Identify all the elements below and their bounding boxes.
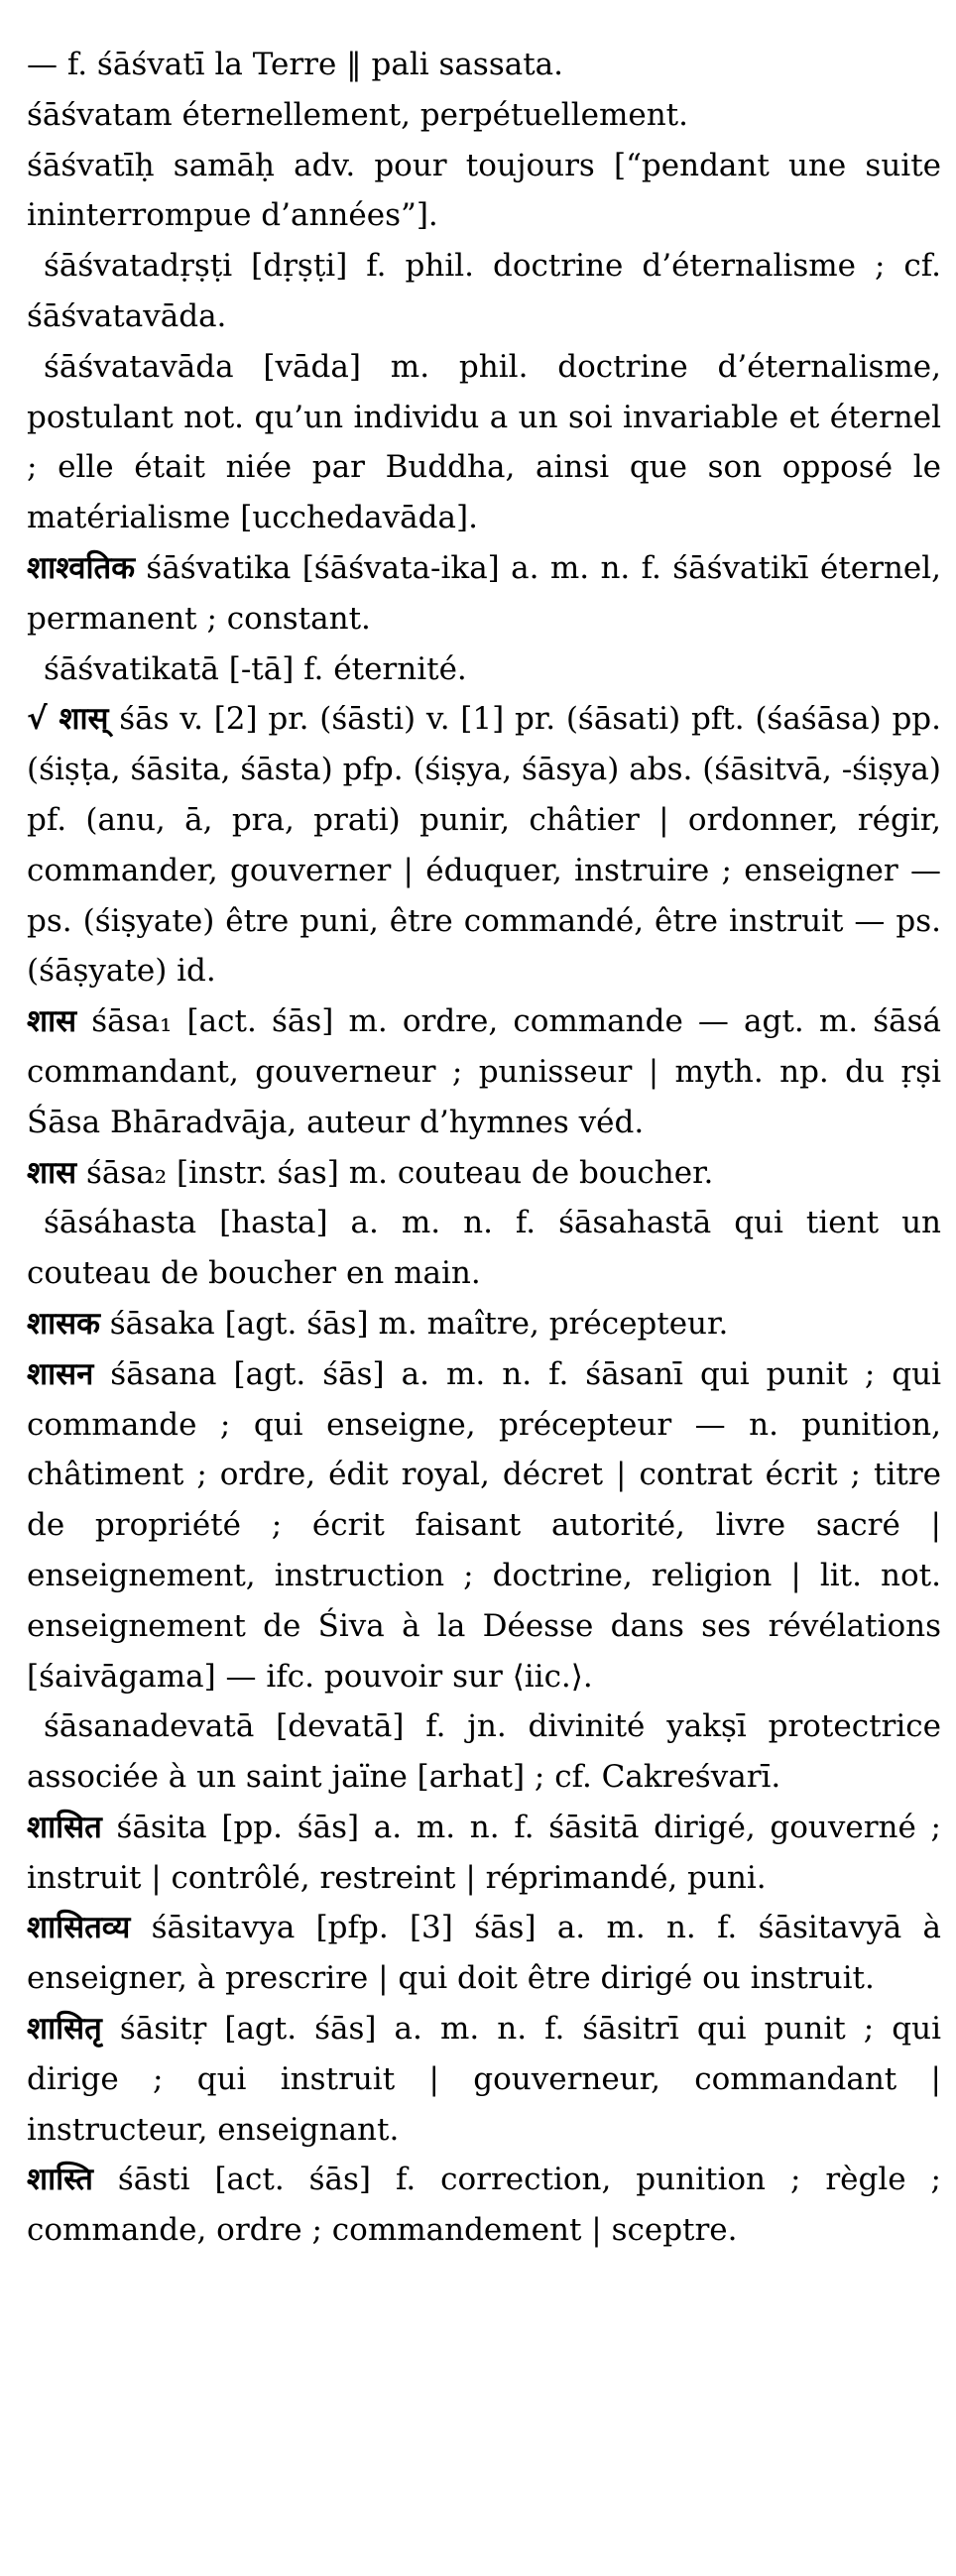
- devanagari-headword: √ शास्: [27, 701, 109, 738]
- entry-continuation: śāśvatam éternellement, perpétuellement.: [27, 96, 688, 133]
- entry-headword: शासितव्य śāsitavya [pfp. [3] śās] a. m. n. f. śāsitavyā à enseigner, à prescrire | qui doit être dirigé ou instruit.: [27, 1910, 941, 1997]
- entry-subentry: śāsáhasta [hasta] a. m. n. f. śāsahastā qui tient un couteau de boucher en main.: [27, 1205, 941, 1292]
- entry-headword: शास śāsa₂ [instr. śas] m. couteau de boucher.: [27, 1154, 714, 1191]
- devanagari-headword: शास: [27, 1003, 77, 1040]
- entry-headword: शासन śāsana [agt. śās] a. m. n. f. śāsanī qui punit ; qui commande ; qui enseigne, précepteur — n. punition, châtiment ; ordre, édit royal, décret | contrat écrit ; titre de propriété ; écrit faisant autorité, livre sacré | enseignement, instruction ; doctrine, religion | lit. not. enseignement de Śiva à la Déesse dans ses révélations [śaivāgama] — ifc. pouvoir sur ⟨iic.⟩.: [27, 1355, 942, 1695]
- entry-continuation: — f. śāśvatī la Terre ‖ pali sassata.: [27, 47, 564, 82]
- devanagari-headword: शाश्वतिक: [27, 549, 136, 586]
- devanagari-headword: शासित: [27, 1809, 102, 1845]
- devanagari-headword: शास: [27, 1154, 77, 1191]
- devanagari-headword: शासितृ: [27, 2011, 102, 2048]
- entry-headword: √ शास् śās v. [2] pr. (śāsti) v. [1] pr. (śāsati) pft. (śaśāsa) pp. (śiṣṭa, śāsita, śāsta) pfp. (śiṣya, śāsya) abs. (śāsitvā, -śiṣya) pf. (anu, ā, pra, prati) punir, châtier | ordonner, régir, commander, gouverner | éduquer, instruire ; enseigner — ps. (śiṣyate) être puni, être commandé, être instruit — ps. (śāṣyate) id.: [27, 701, 941, 990]
- devanagari-headword: शासन: [27, 1355, 94, 1392]
- entry-headword: शाश्वतिक śāśvatika [śāśvata-ika] a. m. n. f. śāśvatikī éternel, permanent ; constant.: [27, 549, 942, 637]
- devanagari-headword: शास्ति: [27, 2162, 93, 2198]
- entry-subentry: śāsanadevatā [devatā] f. jn. divinité yakṣī protectrice associée à un saint jaïne [arhat] ; cf. Cakreśvarī.: [27, 1708, 941, 1796]
- entry-headword: शासित śāsita [pp. śās] a. m. n. f. śāsitā dirigé, gouverné ; instruit | contrôlé, restreint | réprimandé, puni.: [27, 1809, 941, 1896]
- entry-headword: शासितृ śāsitṛ [agt. śās] a. m. n. f. śāsitrī qui punit ; qui dirige ; qui instruit | gouverneur, commandant | instructeur, enseignant.: [27, 2011, 941, 2148]
- entry-headword: शास्ति śāsti [act. śās] f. correction, punition ; règle ; commande, ordre ; commandement | sceptre.: [27, 2162, 941, 2249]
- entry-subentry: śāśvatavāda [vāda] m. phil. doctrine d’éternalisme, postulant not. qu’un individu a un soi invariable et éternel ; elle était niée par Buddha, ainsi que son opposé le matérialisme [ucchedavāda].: [27, 348, 941, 536]
- devanagari-headword: शासक: [27, 1305, 100, 1342]
- entry-headword: शासक śāsaka [agt. śās] m. maître, précepteur.: [27, 1305, 729, 1342]
- entry-continuation: śāśvatīḥ samāḥ adv. pour toujours [“pendant une suite ininterrompue d’années”].: [27, 147, 941, 234]
- entry-subentry: śāśvatadṛṣṭi [dṛṣṭi] f. phil. doctrine d’éternalisme ; cf. śāśvatavāda.: [27, 248, 941, 334]
- entry-subentry: śāśvatikatā [-tā] f. éternité.: [44, 650, 467, 687]
- entry-headword: शास śāsa₁ [act. śās] m. ordre, commande — agt. m. śāsá commandant, gouverneur ; punisseur | myth. np. du ṛṣi Śāsa Bhāradvāja, auteur d’hymnes véd.: [27, 1003, 941, 1140]
- devanagari-headword: शासितव्य: [27, 1910, 131, 1946]
